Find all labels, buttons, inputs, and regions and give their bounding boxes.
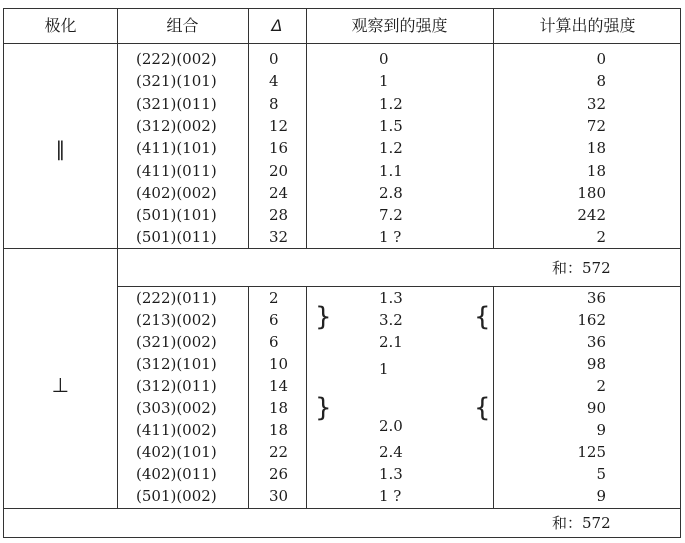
combination-cell: (312)(002) — [136, 116, 217, 135]
combination-cell: (222)(011) — [136, 289, 217, 307]
delta-cell: 22 — [269, 443, 289, 461]
group1-divider — [4, 248, 680, 249]
combination-cell: (303)(002) — [136, 399, 217, 417]
delta-cell: 16 — [269, 139, 289, 158]
header-observed-intensity: 观察到的强度 — [351, 16, 448, 35]
combination-cell: (222)(002) — [136, 50, 217, 68]
delta-cell: 24 — [269, 183, 289, 202]
polarization-parallel: ∥ — [55, 137, 66, 161]
delta-cell: 30 — [269, 487, 289, 505]
calculated-intensity-cell: 98 — [586, 355, 606, 373]
combination-cell: (501)(101) — [136, 206, 217, 225]
col-divider-combo — [248, 286, 249, 508]
delta-cell: 20 — [269, 161, 289, 180]
observed-intensity-cell: 3.2 — [379, 311, 403, 329]
intensity-table — [3, 8, 681, 538]
sum-label: 和： — [552, 259, 583, 277]
delta-cell: 18 — [269, 421, 289, 439]
col-divider-delta — [306, 9, 307, 248]
left-brace: } — [315, 393, 332, 423]
observed-intensity-cell: 1.5 — [379, 116, 403, 135]
observed-intensity-cell: 1.3 — [379, 465, 403, 483]
left-brace: } — [315, 302, 332, 332]
calculated-intensity-cell: 36 — [586, 333, 606, 351]
delta-cell: 4 — [269, 72, 279, 91]
header-delta: Δ — [271, 16, 283, 35]
sum-perpendicular — [552, 513, 611, 533]
combination-cell: (402)(011) — [136, 465, 217, 483]
sum-value: 572 — [582, 514, 611, 532]
observed-intensity-cell: 2.1 — [379, 333, 403, 351]
sum-label: 和： — [552, 514, 583, 532]
calculated-intensity-cell: 5 — [596, 465, 606, 483]
header-combination: 组合 — [166, 16, 199, 35]
calculated-intensity-cell: 180 — [577, 183, 606, 202]
combination-cell: (402)(101) — [136, 443, 217, 461]
delta-cell: 0 — [269, 50, 279, 68]
calculated-intensity-cell: 18 — [586, 161, 606, 180]
col-divider-combo — [248, 9, 249, 248]
calculated-intensity-cell: 18 — [586, 139, 606, 158]
calculated-intensity-cell: 0 — [596, 50, 606, 68]
delta-cell: 8 — [269, 94, 279, 113]
calculated-intensity-cell: 90 — [586, 399, 606, 417]
delta-cell: 10 — [269, 355, 289, 373]
combination-cell: (411)(002) — [136, 421, 217, 439]
combination-cell: (321)(002) — [136, 333, 217, 351]
combination-cell: (402)(002) — [136, 183, 217, 202]
combination-cell: (312)(011) — [136, 377, 217, 395]
right-brace: { — [474, 302, 491, 332]
calculated-intensity-cell: 125 — [577, 443, 606, 461]
observed-intensity-cell: 2.8 — [379, 183, 403, 202]
header-divider — [4, 43, 680, 44]
combination-cell: (501)(002) — [136, 487, 217, 505]
observed-intensity-cell: 1.2 — [379, 139, 403, 158]
delta-cell: 12 — [269, 116, 289, 135]
delta-cell: 18 — [269, 399, 289, 417]
combination-cell: (411)(101) — [136, 139, 217, 158]
calculated-intensity-cell: 2 — [596, 377, 606, 395]
calculated-intensity-cell: 72 — [586, 116, 606, 135]
delta-cell: 6 — [269, 311, 279, 329]
calculated-intensity-cell: 36 — [586, 289, 606, 307]
observed-intensity-cell: 1 ? — [379, 228, 402, 247]
col-divider-polarization — [117, 9, 118, 508]
polarization-perpendicular: ⊥ — [51, 373, 70, 397]
combination-cell: (411)(011) — [136, 161, 217, 180]
calculated-intensity-cell: 8 — [596, 72, 606, 91]
calculated-intensity-cell: 9 — [596, 487, 606, 505]
combination-cell: (501)(011) — [136, 228, 217, 247]
observed-intensity-cell: 7.2 — [379, 206, 403, 225]
right-brace: { — [474, 393, 491, 423]
delta-cell: 2 — [269, 289, 279, 307]
combination-cell: (321)(101) — [136, 72, 217, 91]
delta-cell: 26 — [269, 465, 289, 483]
group2-divider — [4, 508, 680, 509]
col-divider-delta — [306, 286, 307, 508]
combination-cell: (312)(101) — [136, 355, 217, 373]
calculated-intensity-cell: 9 — [596, 421, 606, 439]
sum-value: 572 — [582, 259, 611, 277]
combination-cell: (321)(011) — [136, 94, 217, 113]
calculated-intensity-cell: 2 — [596, 228, 606, 247]
observed-intensity-cell: 1.3 — [379, 289, 403, 307]
observed-intensity-cell: 1.1 — [379, 161, 403, 180]
sum1-divider — [117, 286, 680, 287]
observed-intensity-cell: 1 ? — [379, 487, 402, 505]
observed-intensity-cell: 1 — [379, 360, 389, 378]
delta-cell: 6 — [269, 333, 279, 351]
calculated-intensity-cell: 32 — [586, 94, 606, 113]
sum-parallel — [552, 258, 611, 278]
calculated-intensity-cell: 242 — [577, 206, 606, 225]
observed-intensity-cell: 1.2 — [379, 94, 403, 113]
observed-intensity-cell: 2.0 — [379, 417, 403, 435]
header-calculated-intensity: 计算出的强度 — [539, 16, 636, 35]
observed-intensity-cell: 2.4 — [379, 443, 403, 461]
delta-cell: 28 — [269, 206, 289, 225]
combination-cell: (213)(002) — [136, 311, 217, 329]
delta-cell: 14 — [269, 377, 289, 395]
header-polarization: 极化 — [44, 16, 77, 35]
observed-intensity-cell: 1 — [379, 72, 389, 91]
delta-cell: 32 — [269, 228, 289, 247]
observed-intensity-cell: 0 — [379, 50, 389, 68]
calculated-intensity-cell: 162 — [577, 311, 606, 329]
